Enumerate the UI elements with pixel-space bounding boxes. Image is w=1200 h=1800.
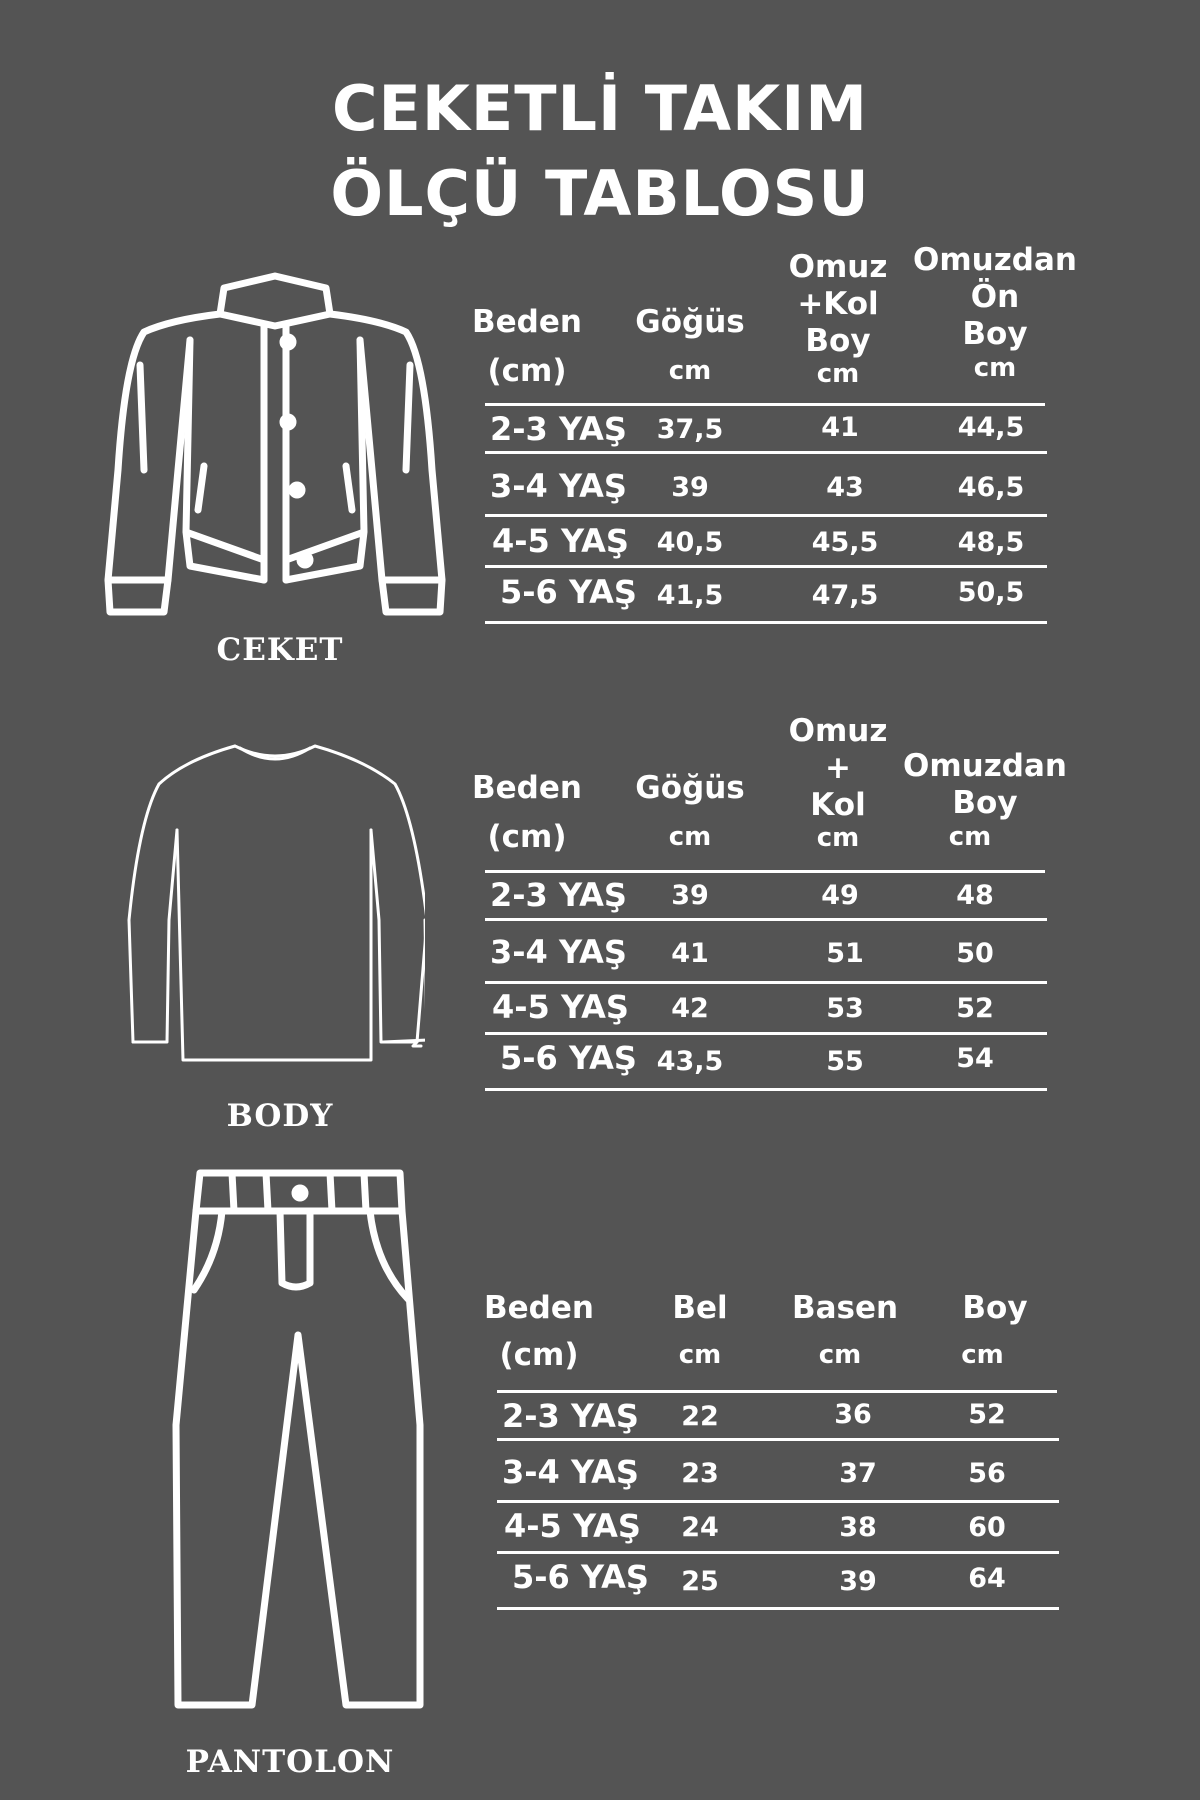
header-line: cm — [818, 1340, 862, 1370]
size-label: 4-5 YAŞ — [504, 1507, 641, 1545]
table-cell: 50,5 — [957, 577, 1025, 608]
table-rule — [497, 1607, 1059, 1610]
size-label: 2-3 YAŞ — [490, 876, 627, 914]
size-label: 5-6 YAŞ — [512, 1558, 649, 1596]
page-title-line-2: ÖLÇÜ TABLOSU — [330, 157, 870, 230]
table-cell: 43,5 — [656, 1046, 724, 1077]
size-label: 2-3 YAŞ — [502, 1397, 639, 1435]
table-cell: 38 — [839, 1512, 877, 1543]
header-line: cm — [816, 823, 860, 853]
table-cell: 22 — [681, 1401, 719, 1432]
header-line: cm — [961, 1340, 1004, 1370]
table-rule — [485, 1088, 1047, 1091]
header-line: Ön — [970, 279, 1020, 315]
header-line: Boy — [962, 1290, 1028, 1326]
size-label: 2-3 YAŞ — [490, 410, 627, 448]
table-rule — [485, 514, 1047, 517]
header-line: + — [825, 750, 851, 786]
jacket-icon — [100, 270, 450, 630]
header-line: cm — [948, 822, 992, 852]
table-rule — [497, 1500, 1059, 1503]
table-cell: 51 — [826, 938, 864, 969]
table-cell: 39 — [839, 1566, 877, 1597]
table-cell: 64 — [968, 1563, 1006, 1594]
header-beden — [462, 304, 592, 390]
header-line: (cm) — [487, 353, 567, 389]
header-line: cm — [816, 359, 860, 389]
table-rule — [485, 870, 1045, 873]
header-line: Beden — [472, 770, 582, 806]
table-cell: 44,5 — [957, 412, 1025, 443]
size-label: 4-5 YAŞ — [492, 522, 629, 560]
table-cell: 39 — [671, 880, 709, 911]
page-title-line-1: CEKETLİ TAKIM — [332, 72, 868, 145]
garment-label-pantolon: PANTOLON — [185, 1744, 395, 1780]
size-label: 3-4 YAŞ — [490, 467, 627, 505]
table-rule — [485, 451, 1047, 454]
header-omuzdan-boy — [895, 748, 1075, 852]
header-boy — [935, 1290, 1055, 1374]
table-cell: 41,5 — [656, 580, 724, 611]
table-cell: 48 — [956, 880, 994, 911]
table-cell: 42 — [671, 993, 709, 1024]
header-omuz-kol-boy — [768, 249, 908, 388]
table-cell: 52 — [956, 993, 994, 1024]
header-line: Omuzdan — [913, 242, 1077, 278]
header-line: Bel — [672, 1290, 728, 1326]
size-label: 3-4 YAŞ — [490, 933, 627, 971]
table-cell: 23 — [681, 1458, 719, 1489]
table-cell: 49 — [821, 880, 859, 911]
header-line: Boy — [962, 316, 1028, 352]
garment-label-body: BODY — [226, 1098, 334, 1134]
header-line: Kol — [810, 787, 866, 823]
header-line: (cm) — [499, 1337, 579, 1373]
size-label: 3-4 YAŞ — [502, 1453, 639, 1491]
table-cell: 37 — [839, 1458, 877, 1489]
table-rule — [485, 1032, 1047, 1035]
table-cell: 48,5 — [957, 527, 1025, 558]
header-line: cm — [668, 356, 712, 386]
table-cell: 60 — [968, 1512, 1006, 1543]
header-line: Omuz — [788, 713, 888, 749]
size-label: 4-5 YAŞ — [492, 988, 629, 1026]
header-line: +Kol — [797, 286, 879, 322]
table-cell: 52 — [968, 1399, 1006, 1430]
header-omuzdan-on-boy — [905, 242, 1085, 383]
table-rule — [485, 918, 1047, 921]
table-cell: 54 — [956, 1043, 994, 1074]
table-cell: 50 — [956, 938, 994, 969]
table-cell: 37,5 — [656, 414, 724, 445]
header-line: (cm) — [487, 819, 567, 855]
sweater-icon — [125, 740, 425, 1070]
header-gogus — [625, 304, 755, 390]
header-line: Göğüs — [635, 770, 745, 806]
table-rule — [485, 565, 1047, 568]
table-cell: 41 — [821, 412, 859, 443]
table-rule — [485, 403, 1045, 406]
header-basen — [780, 1290, 910, 1374]
table-rule — [497, 1438, 1059, 1441]
header-beden — [474, 1290, 604, 1374]
garment-label-ceket: CEKET — [216, 632, 344, 668]
header-line: Basen — [791, 1290, 899, 1326]
table-cell: 55 — [826, 1046, 864, 1077]
table-rule — [485, 981, 1047, 984]
table-rule — [485, 621, 1047, 624]
header-line: cm — [668, 822, 712, 852]
header-line: cm — [973, 353, 1017, 383]
table-cell: 46,5 — [957, 472, 1025, 503]
header-line: Omuz — [788, 249, 888, 285]
header-line: Boy — [805, 323, 871, 359]
size-label: 5-6 YAŞ — [500, 1039, 637, 1077]
header-beden — [462, 770, 592, 856]
header-bel — [650, 1290, 750, 1374]
table-cell: 39 — [671, 472, 709, 503]
table-cell: 56 — [968, 1458, 1006, 1489]
table-cell: 36 — [834, 1399, 872, 1430]
size-label: 5-6 YAŞ — [500, 573, 637, 611]
header-line: Göğüs — [635, 304, 745, 340]
table-cell: 25 — [681, 1566, 719, 1597]
table-cell: 41 — [671, 938, 709, 969]
header-line: Beden — [472, 304, 582, 340]
header-line: Beden — [484, 1290, 594, 1326]
table-rule — [497, 1390, 1057, 1393]
table-cell: 24 — [681, 1512, 719, 1543]
header-line: Boy — [952, 785, 1018, 821]
table-cell: 43 — [826, 472, 864, 503]
table-cell: 53 — [826, 993, 864, 1024]
header-line: Omuzdan — [903, 748, 1067, 784]
table-cell: 40,5 — [656, 527, 724, 558]
table-cell: 45,5 — [811, 527, 879, 558]
header-gogus — [625, 770, 755, 856]
table-rule — [497, 1551, 1059, 1554]
header-line: cm — [678, 1340, 722, 1370]
trousers-icon — [170, 1165, 430, 1725]
table-cell: 47,5 — [811, 580, 879, 611]
